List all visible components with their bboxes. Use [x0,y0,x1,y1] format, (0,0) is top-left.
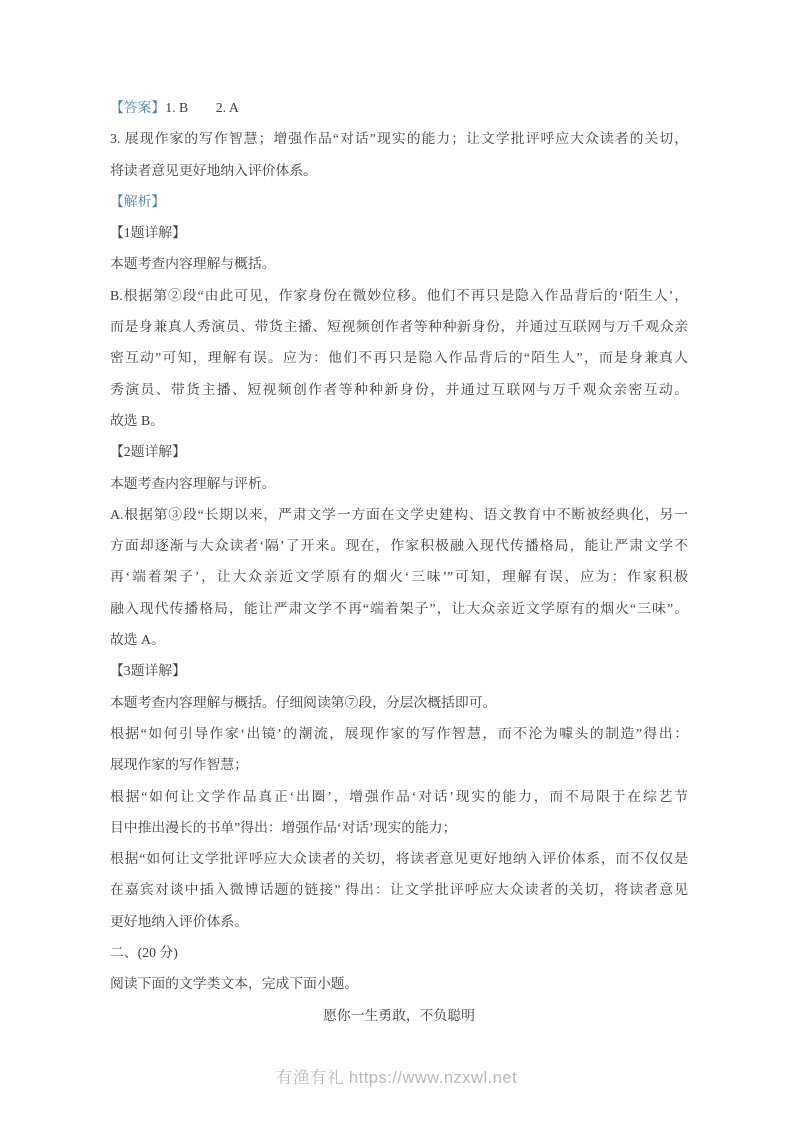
line-text: 展现作家的写作智慧； [110,757,248,773]
section-2-heading [110,937,688,968]
q2-conclusion [110,624,688,655]
line-text: 1. B 2. A [165,100,239,115]
line-text: 方面却逐渐与大众读者‘隔’了开来。现在，作家积极融入现代传播格局，能让严肃文学不 [110,538,688,554]
q1-body-line-3 [110,342,688,373]
line-text: 本题考查内容理解与概括。仔细阅读第⑦段，分层次概括即可。 [110,694,497,710]
q2-body-line-3 [110,561,688,592]
line-text: 根据“如何让文学作品真正‘出圈’，增强作品‘对话’现实的能力，而不局限于在综艺节 [110,788,688,804]
line-text: 愿你一生勇敢，不负聪明 [323,1007,475,1023]
q3-explain-line [110,687,688,718]
line-text: 根据“如何让文学批评呼应大众读者的关切，将读者意见更好地纳入评价体系，而不仅仅是 [110,851,688,867]
line-text: 【解析】 [110,193,166,209]
line-text: 融入现代传播格局，能让严肃文学不再“端着架子”，让大众亲近文学原有的烟火“三味”。 [110,600,688,616]
line-text: 密互动”可知，理解有误。应为：他们不再只是隐入作品背后的“陌生人”，而是身兼真人 [110,350,688,366]
q1-explain-heading [110,217,688,248]
q3-body-line-6 [110,874,688,905]
line-text: 目中推出漫长的书单”得出：增强作品‘对话’现实的能力； [110,819,457,835]
q3-body-line-4 [110,812,688,843]
q3-body-line-3 [110,781,688,812]
line-text: 更好地纳入评价体系。 [110,913,248,929]
line-text: 【1题详解】 [110,225,186,241]
q1-explain-line [110,248,688,279]
line-text: 本题考查内容理解与评析。 [110,475,276,491]
watermark [0,1064,793,1088]
q3-body-line-5 [110,843,688,874]
answer-label: 【答案】 [110,100,166,115]
analysis-label [110,186,688,217]
q3-body-line-1 [110,718,688,749]
line-text: 将读者意见更好地纳入评价体系。 [110,162,317,178]
line-text: 本题考查内容理解与概括。 [110,256,276,272]
line-text: 阅读下面的文学类文本，完成下面小题。 [110,976,359,992]
line-text: A.根据第③段“长期以来，严肃文学一方面在文学史建构、语文教育中不断被经典化，另一 [110,506,688,522]
document-body [110,92,688,1031]
line-text: B.根据第②段“由此可见，作家身份在微妙位移。他们不再只是隐入作品背后的‘陌生人’， [110,287,688,303]
line-text: 故选 B。 [110,412,165,428]
q2-body-line-4 [110,593,688,624]
answer-3-line-1 [110,123,688,154]
line-text: 在嘉宾对谈中插入微博话题的链接” 得出：让文学批评呼应大众读者的关切，将读者意见 [110,882,688,898]
answer-line [110,92,688,123]
q2-explain-line [110,468,688,499]
q2-explain-heading [110,436,688,467]
q3-body-line-2 [110,749,688,780]
q1-conclusion [110,405,688,436]
q1-body-line-1 [110,280,688,311]
line-text: 【3题详解】 [110,663,186,679]
watermark-text: 有渔有礼 https://www.nzxwl.net [275,1069,518,1087]
line-text: 而是身兼真人秀演员、带货主播、短视频创作者等种种新身份，并通过互联网与万千观众亲 [110,319,688,335]
line-text: 秀演员、带货主播、短视频创作者等种种新身份，并通过互联网与万千观众亲密互动。 [110,381,688,397]
line-text: 再‘端着架子’，让大众亲近文学原有的烟火‘三味’”可知，理解有误，应为：作家积极 [110,569,688,585]
q2-body-line-2 [110,530,688,561]
line-text: 3. 展现作家的写作智慧；增强作品“对话”现实的能力；让文学批评呼应大众读者的关切， [110,131,688,147]
q2-body-line-1 [110,499,688,530]
q3-explain-heading [110,655,688,686]
line-text: 二、(20 分) [110,945,178,961]
q1-body-line-2 [110,311,688,342]
line-text: 【2题详解】 [110,444,186,460]
answer-3-line-2 [110,155,688,186]
q1-body-line-4 [110,374,688,405]
line-text: 故选 A。 [110,632,165,648]
q3-body-line-7 [110,906,688,937]
passage-title [110,1000,688,1031]
line-text: 根据“如何引导作家‘出镜’的潮流，展现作家的写作智慧，而不沦为噱头的制造”得出： [110,725,688,741]
section-2-instruction [110,968,688,999]
